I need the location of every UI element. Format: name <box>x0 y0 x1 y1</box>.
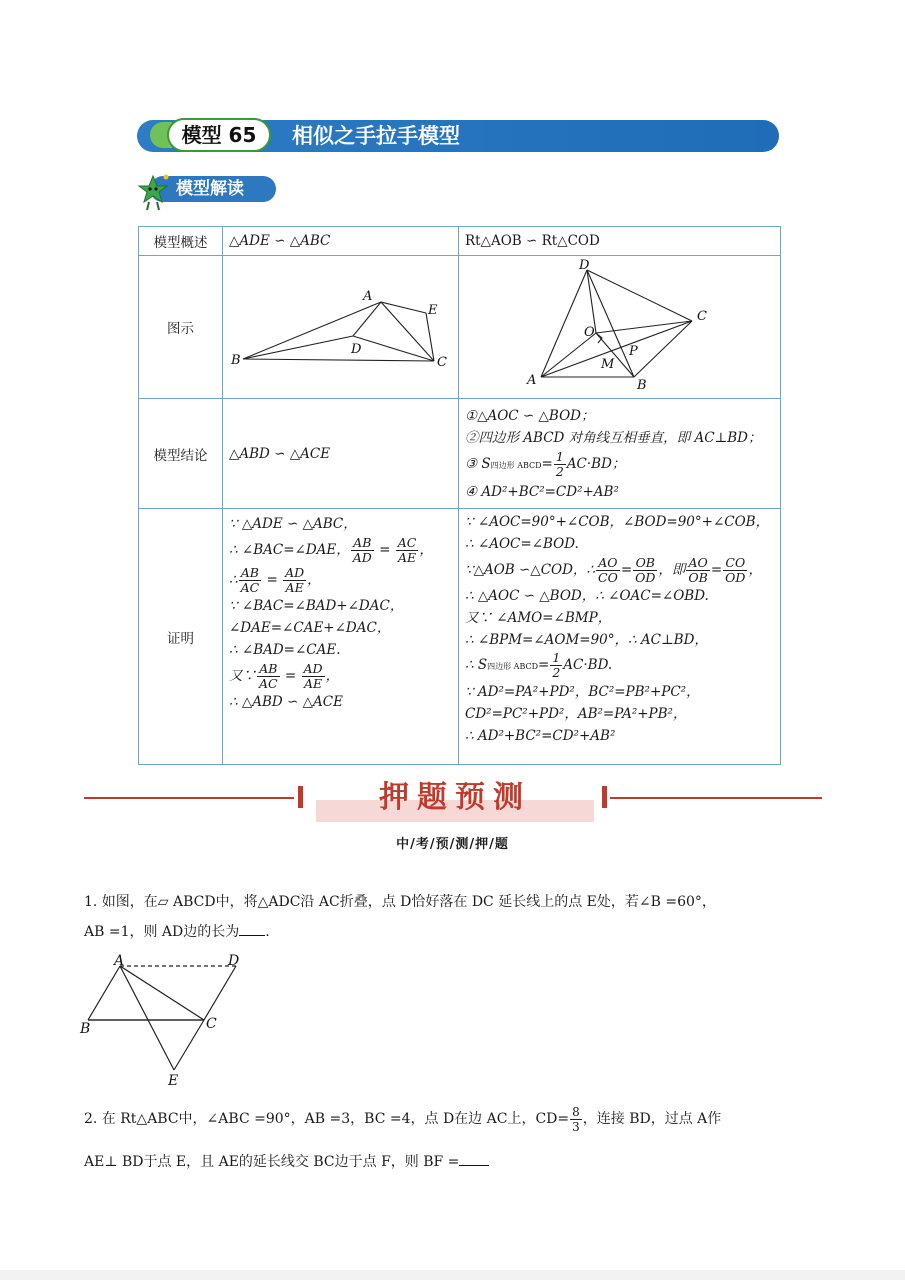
mascot-icon <box>135 172 171 212</box>
hand-in-hand-figure-left <box>223 256 459 398</box>
vertex-label: P <box>629 344 638 359</box>
model-number-badge: 模型 65 <box>167 118 271 152</box>
prediction-subtitle: 中/考/预/测/押/题 <box>396 837 509 852</box>
conclusion-left: △ABD ∽ △ACE <box>223 399 459 509</box>
row-label: 图示 <box>139 256 223 399</box>
table-row <box>139 227 781 256</box>
figure-left-cell <box>223 256 459 399</box>
question-2-line-1: 2. 在 Rt△ABC中，∠ABC =90°，AB =3，BC =4，点 D在边 AC上，CD= $\frac{8}{3}$ ，连接 BD，过点 A作 <box>84 1104 722 1134</box>
prediction-title: 押题预测 <box>379 780 531 815</box>
hand-in-hand-figure-right <box>459 256 781 398</box>
page-title: 相似之手拉手模型 <box>292 124 460 148</box>
vertex-label: E <box>168 1073 179 1089</box>
vertex-label: E <box>428 303 438 318</box>
vertex-label: D <box>351 342 362 357</box>
vertex-label: A <box>363 289 373 304</box>
proof-left: ∵ △ADE ∽ △ABC， ∴ ∠BAC=∠DAE， $\frac{AB}{AD}$ = $\frac{AC}{AE}$ ， ∴ $\frac{AB}{AC}$ = $\frac{AD}{AE}$ ， ∵ ∠BAC=∠BAD+∠DAC， ∠DAE=∠CAE+∠DAC， ∴ ∠BAD=∠CAE. 又∵ $\frac{AB}{AC}$ = $\frac{AD}{AE}$ ， ∴ △ABD ∽ △ACE <box>223 509 459 765</box>
vertex-label: B <box>637 378 647 393</box>
page-footer-strip <box>0 1270 905 1280</box>
overview-right: Rt△AOB ∽ Rt△COD <box>459 227 781 256</box>
vertex-label: B <box>80 1021 91 1037</box>
vertex-label: A <box>114 953 125 969</box>
divider-bar <box>298 786 303 808</box>
answer-blank[interactable] <box>459 1151 489 1166</box>
divider-right <box>610 797 822 799</box>
vertex-label: D <box>579 258 590 273</box>
section-tag-label: 模型解读 <box>176 179 244 199</box>
vertex-label: C <box>437 355 447 370</box>
table-row <box>139 399 781 509</box>
divider-left <box>84 797 294 799</box>
answer-blank[interactable] <box>239 921 265 936</box>
vertex-label: O <box>584 325 595 340</box>
vertex-label: A <box>527 373 537 388</box>
row-label: 模型概述 <box>139 227 223 256</box>
table-row <box>139 509 781 765</box>
question-1-figure <box>78 950 248 1090</box>
row-label: 证明 <box>139 509 223 765</box>
model-table <box>138 226 781 765</box>
conclusion-right: ①△AOC ∽ △BOD； ②四边形 ABCD 对角线互相垂直，即 AC⊥BD； ③ S四边形 ABCD= $\frac{1}{2}$ AC·BD； ④ AD²+BC²=CD²+AB² <box>459 399 781 509</box>
table-row <box>139 256 781 399</box>
vertex-label: D <box>228 953 240 969</box>
vertex-label: M <box>601 357 615 372</box>
question-1-line-2: AB =1，则 AD边的长为 . <box>84 916 270 948</box>
vertex-label: C <box>697 309 707 324</box>
vertex-label: C <box>206 1016 217 1032</box>
figure-right-cell <box>459 256 781 399</box>
overview-left: △ADE ∽ △ABC <box>223 227 459 256</box>
divider-bar <box>602 786 607 808</box>
question-2-line-2: AE⊥ BD于点 E，且 AE的延长线交 BC边于点 F，则 BF = <box>84 1146 489 1178</box>
row-label: 模型结论 <box>139 399 223 509</box>
question-1-line-1: 1. 如图，在▱ ABCD中，将△ADC沿 AC折叠，点 D恰好落在 DC 延长线上的点 E处，若∠B =60°， <box>84 894 716 910</box>
vertex-label: B <box>231 353 241 368</box>
proof-right: ∵ ∠AOC=90°+∠COB，∠BOD=90°+∠COB， ∴ ∠AOC=∠BOD. ∵△AOB ∽△COD，∴ $\frac{AO}{CO}$ = $\frac{OB}{OD}$ ，即 $\frac{AO}{OB}$ = $\frac{CO}{OD}$ ， ∴ △AOC ∽ △BOD，∴ ∠OAC=∠OBD. 又∵ ∠AMO=∠BMP， ∴ ∠BPM=∠AOM=90°，∴ AC⊥BD， ∴ S四边形 ABCD= $\frac{1}{2}$ AC·BD. ∵ AD²=PA²+PD²，BC²=PB²+PC²， CD²=PC²+PD²，AB²=PA²+PB²， ∴ AD²+BC²=CD²+AB² <box>459 509 781 765</box>
